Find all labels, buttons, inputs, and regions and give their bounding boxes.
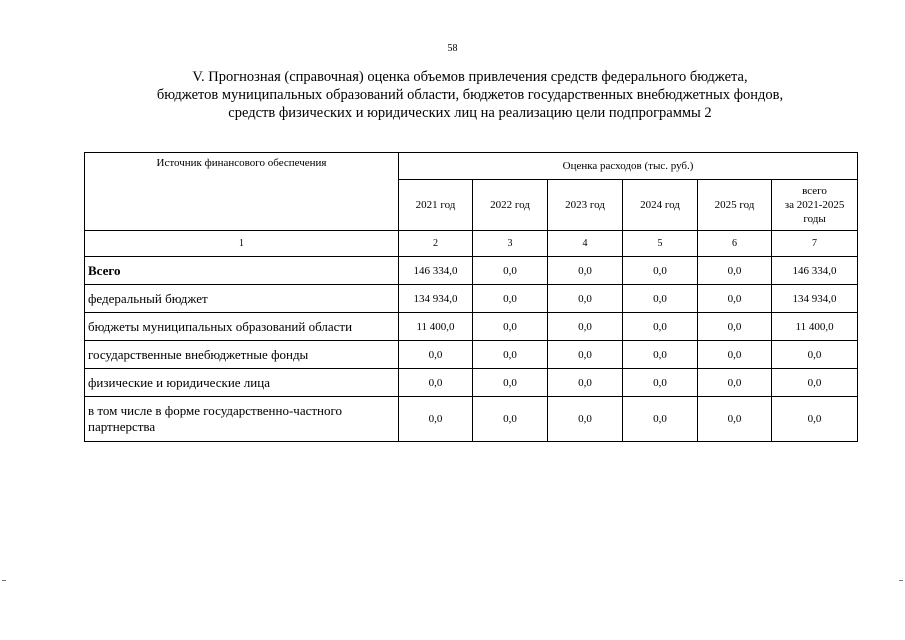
column-number: 3 [473,231,548,257]
cell-value: 146 334,0 [772,257,858,285]
cell-value: 146 334,0 [399,257,473,285]
cell-value: 0,0 [399,369,473,397]
cell-value: 0,0 [548,369,623,397]
header-total-line-1: всего [802,185,827,197]
cell-value: 0,0 [698,285,772,313]
cell-value: 0,0 [623,341,698,369]
cell-value: 0,0 [772,341,858,369]
cell-value: 0,0 [548,341,623,369]
header-total-line-3: годы [803,213,826,225]
cell-value: 11 400,0 [399,313,473,341]
scan-edge-mark [899,580,903,581]
column-number: 7 [772,231,858,257]
table-row [85,341,858,369]
header-source: Источник финансового обеспечения [85,153,399,231]
cell-value: 0,0 [623,313,698,341]
header-year-2022: 2022 год [473,180,548,231]
title-line-3: средств физических и юридических лиц на реализацию цели подпрограммы 2 [228,105,712,121]
row-label [85,397,399,442]
column-number: 5 [623,231,698,257]
header-total-line-2: за 2021-2025 [784,199,845,211]
header-year-2023: 2023 год [548,180,623,231]
cell-value: 134 934,0 [772,285,858,313]
cell-value: 0,0 [548,397,623,442]
row-label: государственные внебюджетные фонды [85,341,399,369]
cell-value: 0,0 [548,313,623,341]
row-label: физические и юридические лица [85,369,399,397]
cell-value: 0,0 [623,257,698,285]
page-number: 58 [447,43,458,54]
header-year-2021: 2021 год [399,180,473,231]
cell-value: 0,0 [698,313,772,341]
cell-value: 0,0 [473,369,548,397]
cell-value: 134 934,0 [399,285,473,313]
financing-table [84,152,858,442]
title-line-1: V. Прогнозная (справочная) оценка объемов привлечения средств федерального бюджета, [192,69,748,85]
header-year-2025: 2025 год [698,180,772,231]
cell-value: 0,0 [698,257,772,285]
scan-edge-mark [2,580,6,581]
cell-value: 0,0 [473,397,548,442]
section-title [100,68,840,122]
header-estimate: Оценка расходов (тыс. руб.) [399,153,858,180]
cell-value: 0,0 [473,257,548,285]
cell-value: 0,0 [698,341,772,369]
cell-value: 0,0 [623,285,698,313]
cell-value: 0,0 [772,369,858,397]
row-label: бюджеты муниципальных образований области [85,313,399,341]
table-row [85,257,858,285]
cell-value: 0,0 [399,341,473,369]
cell-value: 0,0 [623,369,698,397]
cell-value: 11 400,0 [772,313,858,341]
column-number: 6 [698,231,772,257]
row-label-line-2: партнерства [88,419,156,434]
column-number: 1 [85,231,399,257]
row-label: федеральный бюджет [85,285,399,313]
table-row [85,313,858,341]
column-numbers-row [85,231,858,257]
column-number: 4 [548,231,623,257]
cell-value: 0,0 [473,285,548,313]
cell-value: 0,0 [772,397,858,442]
header-total [772,180,858,231]
cell-value: 0,0 [698,369,772,397]
cell-value: 0,0 [473,341,548,369]
cell-value: 0,0 [548,285,623,313]
cell-value: 0,0 [698,397,772,442]
column-number: 2 [399,231,473,257]
table-row [85,285,858,313]
row-label: Всего [85,257,399,285]
table-row [85,397,858,442]
header-year-2024: 2024 год [623,180,698,231]
title-line-2: бюджетов муниципальных образований области, бюджетов государственных внебюджетных фондов, [156,87,784,103]
cell-value: 0,0 [399,397,473,442]
cell-value: 0,0 [623,397,698,442]
table-row [85,369,858,397]
row-label-line-1: в том числе в форме государственно-частного [88,403,343,418]
cell-value: 0,0 [473,313,548,341]
cell-value: 0,0 [548,257,623,285]
